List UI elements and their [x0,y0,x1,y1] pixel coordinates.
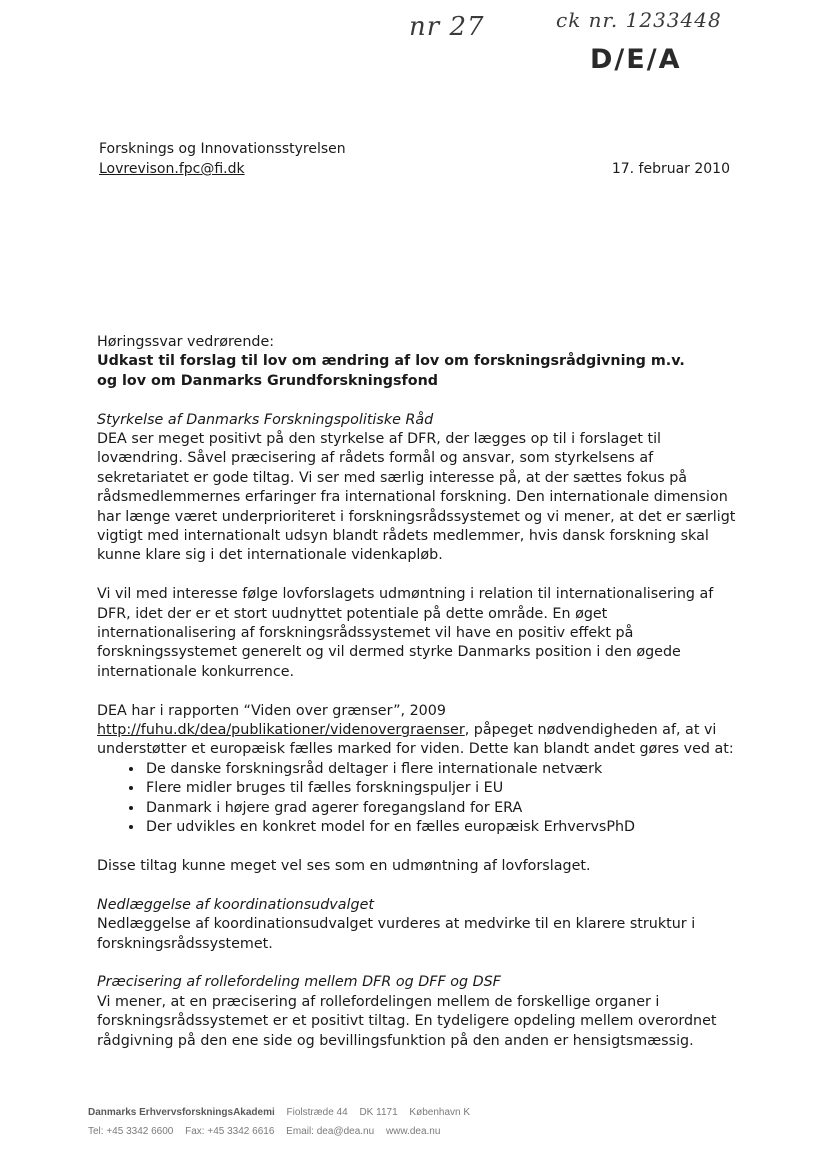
list-item: • Der udvikles en konkret model for en fælles europæisk ErhvervsPhD [144,818,737,837]
section-heading-koordination: Nedlæggelse af koordinationsudvalget [97,896,374,913]
footer-street: Fiolstræde 44 [286,1107,348,1118]
letter-date: 17. februar 2010 [611,161,730,177]
letter-footer [88,1103,479,1141]
report-text-b: , påpeget nødvendigheden af, at vi understøtter et europæisk fælles marked for viden. Dette kan blandt andet gøres ved at: [97,722,734,758]
section-heading-dfr: Styrkelse af Danmarks Forskningspolitiske Råd [97,411,434,428]
subject-title-line1: Udkast til forslag til lov om ændring af lov om forskningsrådgivning m.v. [97,353,685,370]
footer-fax: Fax: +45 3342 6616 [185,1126,275,1137]
footer-city: København K [409,1107,471,1118]
footer-postal: DK 1171 [359,1107,398,1118]
paragraph: Vi vil med interesse følge lovforslagets udmøntning i relation til internationalisering af DFR, idet der er et stort uudnyttet potentiale på dette område. En øget internationalisering af forskningsrådssystemet vil have en positiv effekt på forskningssystemet generelt og vil dermed styrke Danmarks position i den øgede internationale konkurrence. [97,586,714,680]
recipient-email-link[interactable]: Lovrevison.fpc@fi.dk [99,161,245,177]
list-item: • Flere midler bruges til fælles forskningspuljer i EU [144,779,737,798]
list-item: • Danmark i højere grad agerer foregangsland for ERA [144,799,737,818]
letter-body [97,333,737,1051]
recipient-block [99,139,346,179]
handwritten-number: nr 27 [409,12,485,42]
section-heading-rollefordeling: Præcisering af rollefordeling mellem DFR og DFF og DSF [97,974,501,991]
paragraph: Disse tiltag kunne meget vel ses som en udmøntning af lovforslaget. [97,857,591,874]
footer-email: Email: dea@dea.nu [286,1126,375,1137]
dea-logo: D/E/A [590,44,682,75]
report-link[interactable]: http://fuhu.dk/dea/publikationer/videnovergraenser [97,722,465,739]
footer-tel: Tel: +45 3342 6600 [88,1126,174,1137]
paragraph: Vi mener, at en præcisering af rollefordelingen mellem de forskellige organer i forskningsrådssystemet er et positivt tiltag. En tydeligere opdeling mellem overordnet rådgivning på den ene side og bevillingsfunktion på den anden er hensigtsmæssig. [97,993,717,1049]
paragraph: Nedlæggelse af koordinationsudvalget vurderes at medvirke til en klarere struktur i forskningsrådssystemet. [97,916,696,952]
footer-org: Danmarks ErhvervsforskningsAkademi [88,1107,275,1118]
footer-web: www.dea.nu [385,1126,441,1137]
subject-intro: Høringssvar vedrørende: [97,334,275,350]
report-text-a: DEA har i rapporten “Viden over grænser”, 2009 [97,702,446,719]
subject-title-line2: og lov om Danmarks Grundforskningsfond [97,372,438,389]
recipient-name: Forsknings og Innovationsstyrelsen [99,141,346,157]
list-item: • De danske forskningsråd deltager i flere internationale netværk [144,760,737,779]
handwritten-case-number: ck nr. 1233448 [556,8,722,32]
paragraph-report [97,702,737,760]
measures-list [97,760,737,838]
paragraph: DEA ser meget positivt på den styrkelse af DFR, der lægges op til i forslaget til lovændring. Såvel præcisering af rådets formål og ansvar, som styrkelsens af sekretariatet er gode tiltag. Vi ser med særlig interesse på, at der sættes fokus på rådsmedlemmernes erfaringer fra international forskning. Den internationale dimension har længe været underprioriteret i forskningsrådssystemet og vi mener, at det er særligt vigtigt med internationalt udsyn blandt rådets medlemmer, hvis dansk forskning skal kunne klare sig i det internationale videnkapløb. [97,431,736,564]
